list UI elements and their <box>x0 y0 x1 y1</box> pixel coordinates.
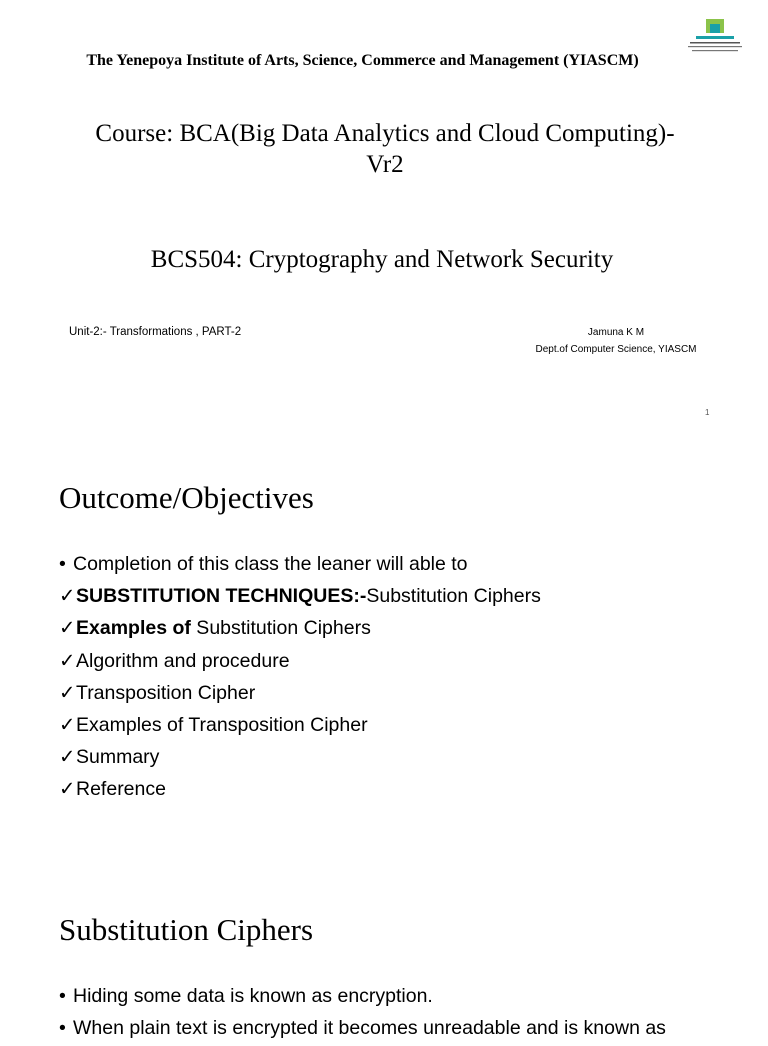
item-text: Substitution Ciphers <box>366 585 541 608</box>
slide-title: Substitution Ciphers <box>59 912 314 947</box>
item-text: Substitution Ciphers <box>190 617 371 640</box>
unit-label: Unit-2:- Transformations , PART-2 <box>69 326 242 338</box>
subject-title: BCS504: Cryptography and Network Security <box>150 246 614 273</box>
intro-text: Completion of this class the leaner will able to <box>73 553 468 575</box>
list-item <box>59 550 541 582</box>
item-text: Transposition Cipher <box>76 681 256 704</box>
objectives-slide <box>0 430 768 900</box>
item-bold: SUBSTITUTION TECHNIQUES:- <box>76 585 367 608</box>
slide-title: Outcome/Objectives <box>59 480 314 515</box>
author-name: Jamuna K M <box>587 327 645 338</box>
bullet-text: Hiding some data is known as encryption. <box>73 985 433 1007</box>
bullet-icon: • <box>59 553 66 575</box>
item-text: Summary <box>76 746 160 769</box>
page-number: 1 <box>705 408 710 417</box>
substitution-list <box>59 982 666 1046</box>
check-icon: ✓ <box>59 617 76 640</box>
course-line-2: Vr2 <box>366 151 404 178</box>
list-item <box>59 775 541 807</box>
list-item <box>59 679 541 711</box>
item-text: Examples of Transposition Cipher <box>76 713 368 736</box>
bullet-icon: • <box>59 1017 66 1039</box>
check-icon: ✓ <box>59 778 76 801</box>
course-line-1: Course: BCA(Big Data Analytics and Cloud Computing)- <box>95 120 675 147</box>
institute-name: The Yenepoya Institute of Arts, Science, Commerce and Management (YIASCM) <box>86 52 639 69</box>
check-icon: ✓ <box>59 681 76 704</box>
title-slide <box>0 0 768 430</box>
check-icon: ✓ <box>59 713 76 736</box>
author-block <box>520 324 712 358</box>
list-item <box>59 582 541 614</box>
substitution-slide <box>0 900 768 1039</box>
author-dept: Dept.of Computer Science, YIASCM <box>535 344 697 355</box>
course-title <box>40 118 730 180</box>
bullet-text: When plain text is encrypted it becomes unreadable and is known as <box>73 1017 666 1039</box>
list-item <box>59 614 541 646</box>
item-text: Algorithm and procedure <box>76 649 290 672</box>
list-item <box>59 1014 666 1046</box>
institute-logo <box>686 16 744 56</box>
list-item <box>59 982 666 1014</box>
objectives-list <box>59 550 541 808</box>
check-icon: ✓ <box>59 585 76 608</box>
item-bold: Examples of <box>76 617 191 640</box>
check-icon: ✓ <box>59 746 76 769</box>
item-text: Reference <box>76 778 166 801</box>
check-icon: ✓ <box>59 649 76 672</box>
list-item <box>59 743 541 775</box>
list-item <box>59 647 541 679</box>
bullet-icon: • <box>59 985 66 1007</box>
list-item <box>59 711 541 743</box>
